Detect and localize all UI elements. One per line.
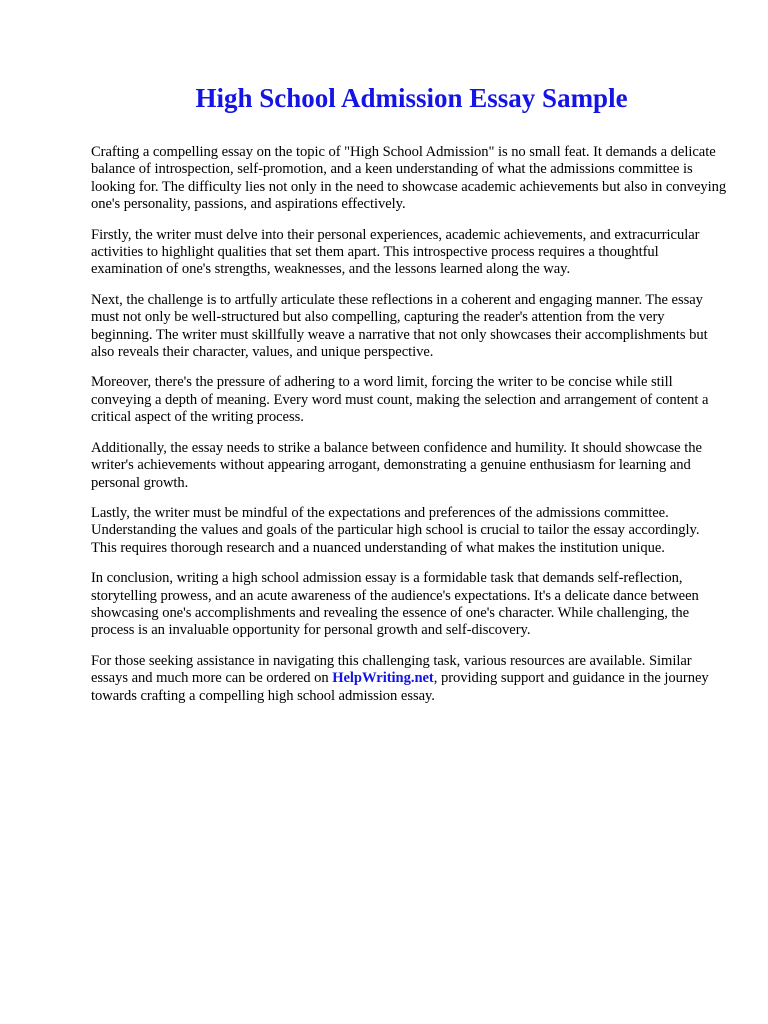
helpwriting-link[interactable]: HelpWriting.net [332, 670, 434, 687]
paragraph-firstly: Firstly, the writer must delve into their personal experiences, academic achievements, and extracurricular activities to highlight qualities that set them apart. This introspective process requires a thoughtful examination of one's strengths, weaknesses, and the lessons learned along the way. [91, 226, 700, 278]
paragraph-lastly: Lastly, the writer must be mindful of the expectations and preferences of the admissions committee. Understanding the values and goals of the particular high school is crucial to tailor the essay accordingly. This requires thorough research and a nuanced understanding of what makes the institution unique. [91, 504, 700, 556]
document-title: High School Admission Essay Sample [195, 83, 628, 113]
closing-text-after: , providing support and guidance in the journey towards crafting a compelling high school admission essay. [91, 670, 709, 704]
paragraph-additionally: Additionally, the essay needs to strike a balance between confidence and humility. It should showcase the writer's achievements without appearing arrogant, demonstrating a genuine enthusiasm for learning and personal growth. [91, 439, 702, 491]
paragraph-closing [91, 653, 728, 705]
document-body [91, 144, 728, 705]
paragraph-next: Next, the challenge is to artfully articulate these reflections in a coherent and engaging manner. The essay must not only be well-structured but also compelling, capturing the reader's attention from the very beginning. The writer must skillfully weave a narrative that not only showcases their accomplishments but also reveals their character, values, and unique perspective. [91, 291, 708, 361]
paragraph-conclusion: In conclusion, writing a high school admission essay is a formidable task that demands self-reflection, storytelling prowess, and an acute awareness of the audience's expectations. It's a delicate dance between showcasing one's accomplishments and revealing the essence of one's character. While challenging, the process is an invaluable opportunity for personal growth and self-discovery. [91, 570, 699, 639]
paragraph-intro: Crafting a compelling essay on the topic of "High School Admission" is no small feat. It demands a delicate balance of introspection, self-promotion, and a keen understanding of what the admissions committee is looking for. The difficulty lies not only in the need to showcase academic achievements but also in conveying one's personality, passions, and aspirations effectively. [91, 144, 727, 213]
closing-text-before: For those seeking assistance in navigating this challenging task, various resources are available. Similar essays and much more can be ordered on [91, 652, 692, 687]
paragraph-moreover: Moreover, there's the pressure of adhering to a word limit, forcing the writer to be concise while still conveying a depth of meaning. Every word must count, making the selection and arrangement of content a critical aspect of the writing process. [91, 374, 709, 426]
